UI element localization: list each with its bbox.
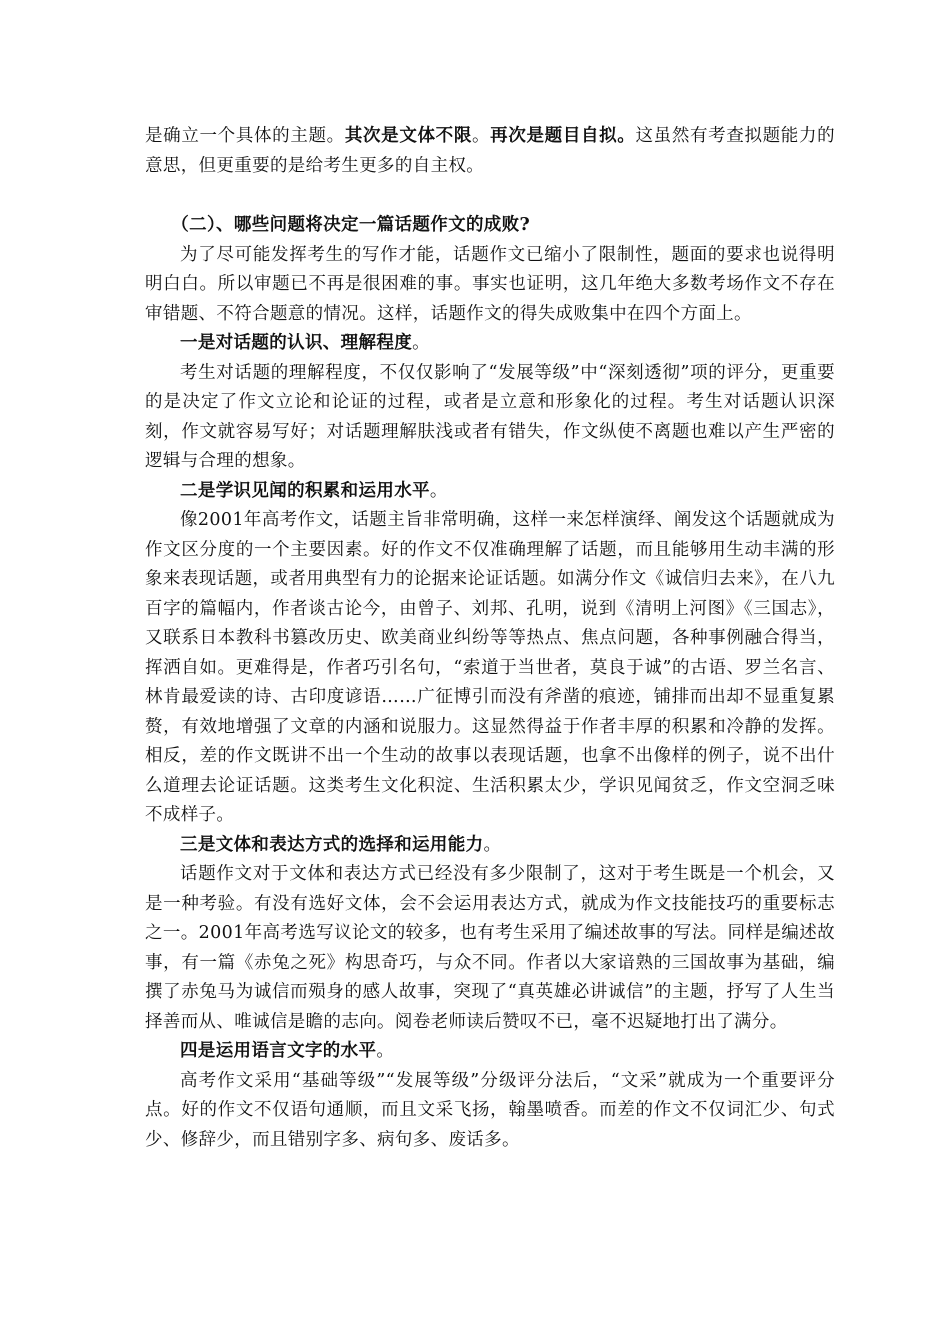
intro-text-a: 是确立一个具体的主题。 <box>145 126 345 146</box>
intro-bold-b: 再次是题目自拟。 <box>490 126 636 146</box>
point-2-heading-tail: 。 <box>429 480 448 501</box>
intro-text-c: 这虽然有考查拟题能力的意思，但更重要的是给考生更多的自主权。 <box>145 126 835 176</box>
point-3-heading-text: 三是文体和表达方式的选择和运用能力 <box>180 834 484 855</box>
section-gap <box>145 181 835 211</box>
intro-paragraph <box>145 122 835 181</box>
point-3-heading-tail: 。 <box>483 834 502 855</box>
point-3-heading <box>145 831 835 861</box>
intro-text-b: 。 <box>471 126 491 146</box>
point-4-heading-text: 四是运用语言文字的水平 <box>180 1041 377 1061</box>
point-1-body: 考生对话题的理解程度，不仅仅影响了“发展等级”中“深刻透彻”项的评分，更重要的是决定了作文立论和论证的过程，或者是立意和形象化的过程。考生对话题认识深刻，作文就容易写好；对话题理解肤浅或者有错失，作文纵使不离题也难以产生严密的逻辑与合理的想象。 <box>145 362 835 471</box>
point-3-body: 话题作文对于文体和表达方式已经没有多少限制了，这对于考生既是一个机会，又是一种考验。有没有选好文体，会不会运用表达方式，就成为作文技能技巧的重要标志之一。2001年高考选写议论文的较多，也有考生采用了编述故事的写法。同样是编述故事，有一篇《赤兔之死》构思奇巧，与众不同。作者以大家谙熟的三国故事为基础，编撰了赤兔马为诚信而殒身的感人故事，突现了“真英雄必讲诚信”的主题，抒写了人生当择善而从、唯诚信是瞻的志向。阅卷老师读后赞叹不已，毫不迟疑地打出了满分。 <box>145 864 835 1032</box>
point-4-heading-tail: 。 <box>376 1041 395 1061</box>
document-page <box>145 122 835 1155</box>
point-1-heading-text: 一是对话题的认识、理解程度 <box>180 333 413 353</box>
point-1-heading <box>145 329 835 359</box>
intro-bold-a: 其次是文体不限 <box>344 126 472 146</box>
point-2-body: 像2001年高考作文，话题主旨非常明确，这样一来怎样演绎、阐发这个话题就成为作文区分度的一个主要因素。好的作文不仅准确理解了话题，而且能够用生动丰满的形象来表现话题，或者用典型有力的论据来论证话题。如满分作文《诚信归去来》，在八九百字的篇幅内，作者谈古论今，由曾子、刘邦、孔明，说到《清明上河图》《三国志》，又联系日本教科书篡改历史、欧美商业纠纷等等热点、焦点问题，各种事例融合得当，挥洒自如。更难得是，作者巧引名句，“索道于当世者，莫良于诚”的古语、罗兰名言、林肯最爱读的诗、古印度谚语……广征博引而没有斧凿的痕迹，铺排而出却不显重复累赘，有效地增强了文章的内涵和说服力。这显然得益于作者丰厚的积累和冷静的发挥。相反，差的作文既讲不出一个生动的故事以表现话题，也拿不出像样的例子，说不出什么道理去论证话题。这类考生文化积淀、生活积累太少，学识见闻贫乏，作文空洞乏味不成样子。 <box>145 510 835 825</box>
section-title: （二）、哪些问题将决定一篇话题作文的成败? <box>171 215 531 235</box>
point-1-heading-tail: 。 <box>412 333 430 353</box>
point-2-heading <box>145 477 835 507</box>
point-4-body: 高考作文采用“基础等级”“发展等级”分级评分法后，“文采”就成为一个重要评分点。好的作文不仅语句通顺，而且文采飞扬，翰墨喷香。而差的作文不仅词汇少、句式少、修辞少，而且错别字多、病句多、废话多。 <box>145 1070 835 1150</box>
point-2-heading-text: 二是学识见闻的积累和运用水平 <box>180 480 430 501</box>
section-intro-paragraph: 为了尽可能发挥考生的写作才能，话题作文已缩小了限制性，题面的要求也说得明明白白。所以审题已不再是很困难的事。事实也证明，这几年绝大多数考场作文不存在审错题、不符合题意的情况。这样，话题作文的得失成败集中在四个方面上。 <box>145 244 835 324</box>
point-4-heading <box>145 1037 835 1067</box>
